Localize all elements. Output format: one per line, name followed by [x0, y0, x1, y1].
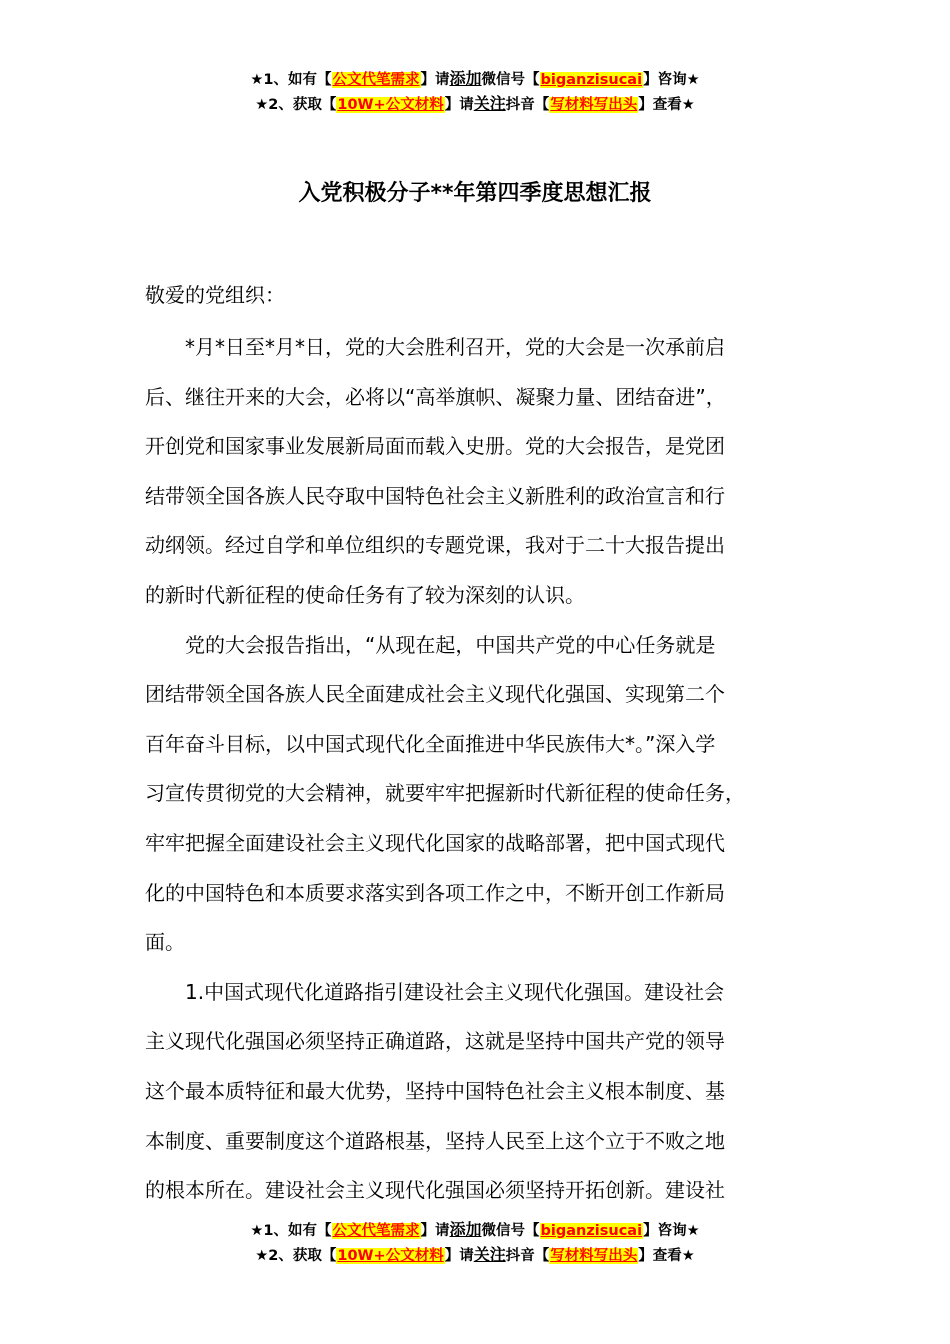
banner-highlight-service: 公文代笔需求 [332, 72, 420, 88]
document-title: 入党积极分子**年第四季度思想汇报 [298, 181, 652, 206]
banner-highlight-wechat: biganzisucai [540, 72, 643, 88]
banner-text: ★2、获取【 [255, 97, 337, 113]
body-line: 动纲领。经过自学和单位组织的专题党课，我对于二十大报告提出 [145, 533, 725, 558]
body-line: 党的大会报告指出，“从现在起，中国共产党的中心任务就是 [145, 632, 716, 657]
body-line: 结带领全国各族人民夺取中国特色社会主义新胜利的政治宣言和行 [145, 483, 725, 508]
banner-highlight-materials: 10W+公文材料 [337, 97, 444, 113]
banner-text: 】咨询★ [643, 72, 700, 88]
banner-highlight-douyin: 写材料写出头 [550, 97, 638, 113]
body-line: 1.中国式现代化道路指引建设社会主义现代化强国。建设社会 [145, 979, 725, 1004]
body-line: 习宣传贯彻党的大会精神，就要牢牢把握新时代新征程的使命任务， [145, 781, 745, 806]
body-line: 开创党和国家事业发展新局面而载入史册。党的大会报告，是党团 [145, 434, 725, 459]
body-line: 团结带领全国各族人民全面建成社会主义现代化强国、实现第二个 [145, 682, 725, 707]
banner-line-1 [0, 66, 950, 91]
salutation: 敬爱的党组织： [145, 283, 285, 307]
body-line: 化的中国特色和本质要求落实到各项工作之中，不断开创工作新局 [145, 880, 725, 905]
banner-line-2 [0, 1242, 950, 1267]
banner-highlight-service: 公文代笔需求 [332, 1223, 420, 1239]
banner-text: ★1、如有【 [250, 1223, 332, 1239]
banner-text: 】查看★ [638, 1248, 695, 1264]
banner-text: 】查看★ [638, 97, 695, 113]
banner-line-2 [0, 91, 950, 116]
banner-text: 微信号【 [481, 1223, 540, 1239]
banner-underline: 关注 [473, 94, 506, 113]
body-line: 本制度、重要制度这个道路根基，坚持人民至上这个立于不败之地 [145, 1128, 725, 1153]
body-line: 的根本所在。建设社会主义现代化强国必须坚持开拓创新。建设社 [145, 1178, 725, 1203]
banner-text: 】请 [420, 1223, 450, 1239]
body-line: 后、继往开来的大会，必将以“高举旗帜、凝聚力量、团结奋进”， [145, 384, 726, 409]
banner-highlight-wechat: biganzisucai [540, 1223, 643, 1239]
banner-line-1 [0, 1217, 950, 1242]
banner-text: 】请 [444, 97, 474, 113]
banner-text: 】请 [444, 1248, 474, 1264]
header-banner [0, 66, 950, 116]
banner-underline: 添加 [449, 1220, 482, 1239]
banner-text: 】咨询★ [643, 1223, 700, 1239]
banner-text: 抖音【 [505, 1248, 550, 1264]
body-line: 主义现代化强国必须坚持正确道路，这就是坚持中国共产党的领导 [145, 1029, 725, 1054]
banner-text: 】请 [420, 72, 450, 88]
banner-underline: 添加 [449, 69, 482, 88]
banner-text: 微信号【 [481, 72, 540, 88]
banner-text: 抖音【 [505, 97, 550, 113]
banner-text: ★2、获取【 [255, 1248, 337, 1264]
body-line: 百年奋斗目标，以中国式现代化全面推进中华民族伟大*。”深入学 [145, 731, 716, 756]
document-body [145, 323, 835, 1216]
body-line: *月*日至*月*日，党的大会胜利召开，党的大会是一次承前启 [145, 335, 725, 359]
body-line: 牢牢把握全面建设社会主义现代化国家的战略部署，把中国式现代 [145, 830, 725, 855]
banner-text: ★1、如有【 [250, 72, 332, 88]
banner-highlight-douyin: 写材料写出头 [550, 1248, 638, 1264]
body-line: 这个最本质特征和最大优势，坚持中国特色社会主义根本制度、基 [145, 1078, 725, 1103]
footer-banner [0, 1217, 950, 1267]
body-line: 的新时代新征程的使命任务有了较为深刻的认识。 [145, 582, 585, 607]
banner-underline: 关注 [473, 1245, 506, 1264]
banner-highlight-materials: 10W+公文材料 [337, 1248, 444, 1264]
body-line: 面。 [145, 930, 185, 955]
